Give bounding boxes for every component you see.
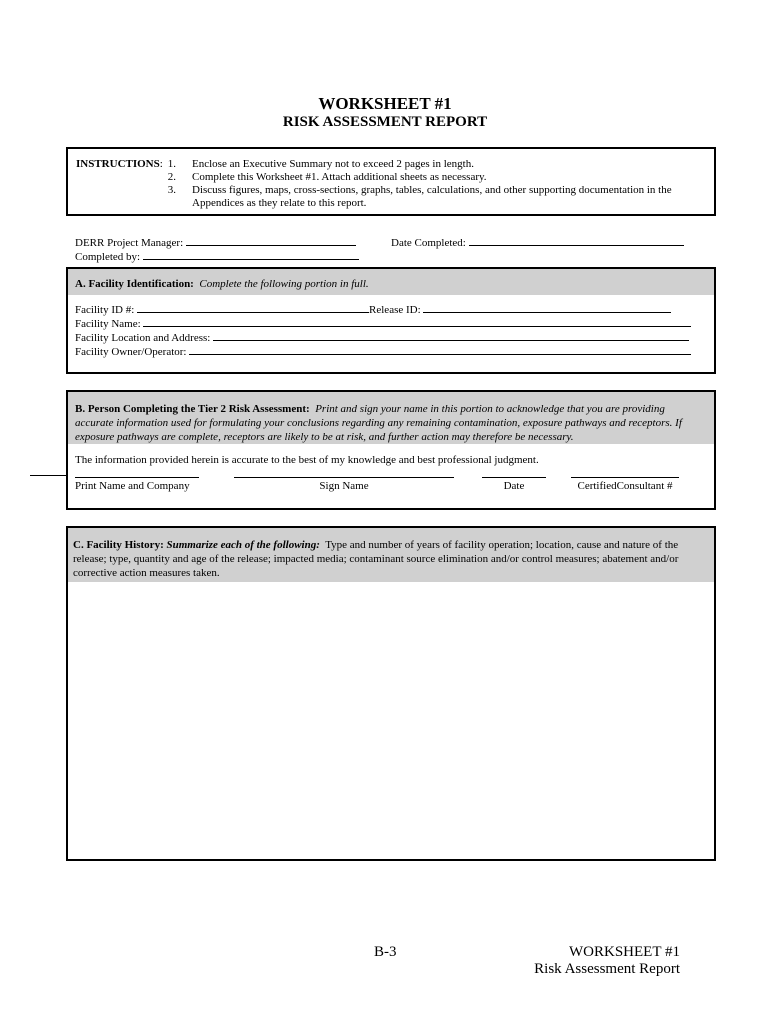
section-c-title-em: Summarize each of the following: [166, 539, 320, 551]
facility-name-label: Facility Name: [75, 318, 141, 330]
facility-id-field[interactable] [75, 303, 671, 316]
project-manager-field[interactable] [75, 236, 356, 249]
instruction-text: Discuss figures, maps, cross-sections, graphs, tables, calculations, and other supporting documentation in the [192, 184, 672, 196]
worksheet-subtitle: RISK ASSESSMENT REPORT [282, 114, 488, 130]
page-number: B-3 [374, 944, 397, 960]
release-id-label: Release ID: [369, 304, 421, 316]
worksheet-title: WORKSHEET #1 [318, 94, 452, 113]
instruction-number: 2. [167, 171, 176, 183]
facility-location-label: Facility Location and Address: [75, 332, 211, 344]
section-b-note: Print and sign your name in this portion to acknowledge that you are providing accurate information used for formulating your conclusions regarding any remaining contamination, exposure pathways and receptors. If exposure pathways are complete, receptors are likely to be at risk, and further action may therefore be necessary. [75, 403, 682, 443]
facility-history-textarea[interactable] [68, 582, 714, 859]
section-a-header [68, 269, 714, 295]
instructions-box [66, 147, 716, 216]
release-id-line[interactable] [423, 303, 671, 313]
completed-by-line[interactable] [143, 250, 359, 260]
section-a-facility-identification [66, 267, 716, 374]
instruction-text-continued: Appendices as they relate to this report. [192, 197, 367, 209]
date-label: Date [503, 480, 525, 492]
section-c-text: Type and number of years of facility operation; location, cause and nature of the release; type, quantity and age of the release; impacted media; contaminant source elimination and/or control measures; abatement and/or corrective action measures taken. [73, 539, 679, 579]
section-b-person-completing [66, 390, 716, 510]
section-a-title: A. Facility Identification: [75, 278, 194, 290]
sign-name-label: Sign Name [319, 480, 369, 492]
section-b-header [68, 392, 714, 444]
section-a-note: Complete the following portion in full. [199, 278, 369, 290]
section-c-facility-history [66, 526, 716, 861]
completed-by-label: Completed by: [75, 251, 141, 263]
facility-id-label: Facility ID #: [75, 304, 135, 316]
footer-report-title: Risk Assessment Report [534, 961, 680, 977]
print-name-label: Print Name and Company [75, 480, 190, 492]
section-b-statement: The information provided herein is accurate to the best of my knowledge and best professional judgment. [75, 454, 539, 466]
section-c-header [68, 528, 714, 582]
margin-line [30, 475, 66, 476]
sign-name-line[interactable] [234, 477, 454, 478]
facility-location-field[interactable] [75, 331, 689, 344]
date-completed-field[interactable] [391, 236, 684, 249]
instruction-number: 1. [167, 158, 176, 170]
consultant-number-label: CertifiedConsultant # [577, 480, 673, 492]
instruction-number: 3. [167, 184, 176, 196]
section-b-title: B. Person Completing the Tier 2 Risk Assessment: [75, 403, 310, 415]
facility-location-line[interactable] [213, 331, 689, 341]
print-name-line[interactable] [75, 477, 199, 478]
facility-owner-label: Facility Owner/Operator: [75, 346, 187, 358]
project-manager-line[interactable] [186, 236, 356, 246]
section-c-title: C. Facility History: [73, 539, 164, 551]
facility-name-field[interactable] [75, 317, 691, 330]
consultant-number-line[interactable] [571, 477, 679, 478]
project-manager-label: DERR Project Manager: [75, 237, 184, 249]
date-completed-label: Date Completed: [391, 237, 466, 249]
instruction-text: Enclose an Executive Summary not to exceed 2 pages in length. [192, 158, 474, 170]
completed-by-field[interactable] [75, 250, 359, 263]
facility-owner-line[interactable] [189, 345, 691, 355]
date-line[interactable] [482, 477, 546, 478]
date-completed-line[interactable] [469, 236, 684, 246]
instructions-label: INSTRUCTIONS: [76, 158, 163, 170]
facility-name-line[interactable] [143, 317, 691, 327]
facility-owner-field[interactable] [75, 345, 691, 358]
facility-id-line[interactable] [137, 303, 369, 313]
instruction-text: Complete this Worksheet #1. Attach additional sheets as necessary. [192, 171, 487, 183]
footer-worksheet: WORKSHEET #1 [569, 944, 680, 960]
